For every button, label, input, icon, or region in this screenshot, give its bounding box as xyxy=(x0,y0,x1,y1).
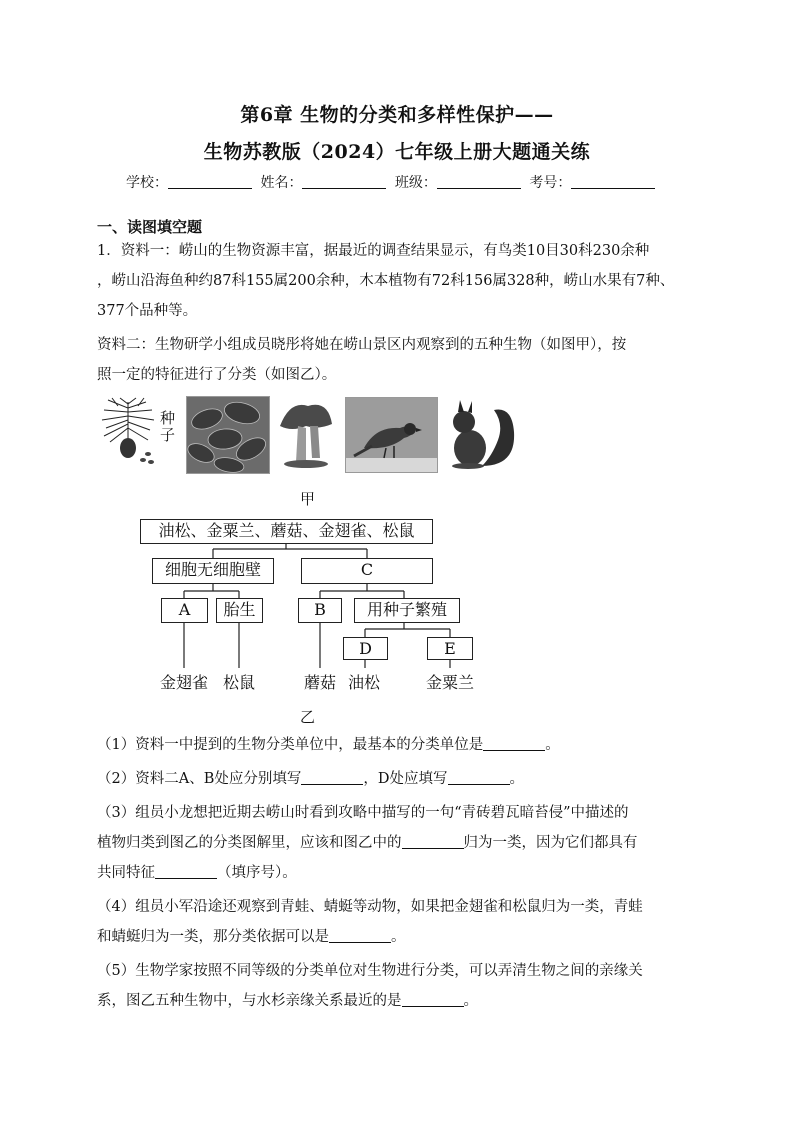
material1-line3: 377个品种等。 xyxy=(97,303,198,319)
tree-seed-reproduction-node: 用种子繁殖 xyxy=(354,598,460,623)
question-4-text: 和蜻蜓归为一类，那分类依据可以是 xyxy=(97,929,329,945)
page-title-line2: 生物苏教版（2024）七年级上册大题通关练 xyxy=(203,141,591,163)
tree-viviparous-node: 胎生 xyxy=(216,598,263,623)
question-3-line2 xyxy=(97,828,699,858)
question-2-text-a: （2）资料二A、B处应分别填写 xyxy=(97,771,302,787)
question-block xyxy=(97,730,699,1016)
material1-line2: ，崂山沿海鱼种约87科155属200余种，木本植物有72科156属328种，崂山水果有7种、 xyxy=(97,273,675,289)
section-title: 一、读图填空题 xyxy=(97,218,203,236)
question-4-end: 。 xyxy=(391,929,406,945)
material1-line1: 1．资料一：崂山的生物资源丰富，据最近的调查结果显示，有鸟类10目30科230余种 xyxy=(97,243,650,259)
question-3-line1: （3）组员小龙想把近期去崂山时看到攻略中描写的一句“青砖碧瓦暗苔侵”中描述的 xyxy=(97,805,629,821)
question-5-blank[interactable] xyxy=(402,992,464,1007)
school-label: 学校： xyxy=(126,175,168,191)
page-title-line1: 第6章 生物的分类和多样性保护—— xyxy=(240,104,554,126)
question-3-text-d: （填序号）。 xyxy=(217,865,297,881)
leaf-mushroom: 蘑菇 xyxy=(304,673,337,692)
leaf-orchid: 金粟兰 xyxy=(426,673,475,692)
leaf-pine: 油松 xyxy=(348,673,381,692)
question-3-text-c: 共同特征 xyxy=(97,865,155,881)
tree-node-a: A xyxy=(161,598,208,623)
question-1-text: （1）资料一中提到的生物分类单位中，最基本的分类单位是 xyxy=(97,737,484,753)
material2-line1: 资料二：生物研学小组成员晓彤将她在崂山景区内观察到的五种生物（如图甲），按 xyxy=(97,337,627,353)
tree-root-node: 油松、金粟兰、蘑菇、金翅雀、松鼠 xyxy=(140,519,433,544)
question-2-blank-d[interactable] xyxy=(448,770,510,785)
question-3-text-b: 归为一类，因为它们都具有 xyxy=(463,835,638,851)
question-2 xyxy=(97,764,699,794)
figure-jia-caption: 甲 xyxy=(300,490,316,508)
question-5-text: 系，图乙五种生物中，与水杉亲缘关系最近的是 xyxy=(97,993,402,1009)
question-5-end: 。 xyxy=(463,993,478,1009)
figure-yi-caption: 乙 xyxy=(300,708,316,726)
question-1 xyxy=(97,730,699,760)
question-3-blank-group[interactable] xyxy=(402,834,464,849)
material2-line2: 照一定的特征进行了分类（如图乙）。 xyxy=(97,367,337,383)
question-4-line2 xyxy=(97,922,699,952)
question-2-text-b: ，D处应填写 xyxy=(363,771,448,787)
question-1-end: 。 xyxy=(545,737,560,753)
question-5-line1: （5）生物学家按照不同等级的分类单位对生物进行分类，可以弄清生物之间的亲缘关 xyxy=(97,963,643,979)
tree-node-e: E xyxy=(427,637,473,660)
question-2-end: 。 xyxy=(509,771,524,787)
question-4-blank[interactable] xyxy=(329,928,391,943)
name-label: 姓名： xyxy=(260,175,303,191)
leaf-goldfinch: 金翅雀 xyxy=(160,673,209,692)
tree-no-cell-wall-node: 细胞无细胞壁 xyxy=(152,558,274,584)
question-3-line3 xyxy=(97,858,699,888)
question-4-line1: （4）组员小军沿途还观察到青蛙、蜻蜓等动物，如果把金翅雀和松鼠归为一类，青蛙 xyxy=(97,899,643,915)
tree-node-d: D xyxy=(343,637,388,660)
question-3-text-a: 植物归类到图乙的分类图解里，应该和图乙中的 xyxy=(97,835,402,851)
exam-number-label: 考号： xyxy=(529,175,572,191)
tree-node-b: B xyxy=(298,598,342,623)
leaf-squirrel: 松鼠 xyxy=(223,673,256,692)
tree-node-c: C xyxy=(301,558,433,584)
question-2-blank-ab[interactable] xyxy=(301,770,363,785)
question-5-line2 xyxy=(97,986,699,1016)
class-label: 班级： xyxy=(394,175,437,191)
question-1-blank[interactable] xyxy=(483,736,545,751)
question-3-blank-feature[interactable] xyxy=(155,864,217,879)
seed-label: 种子 xyxy=(160,409,176,444)
